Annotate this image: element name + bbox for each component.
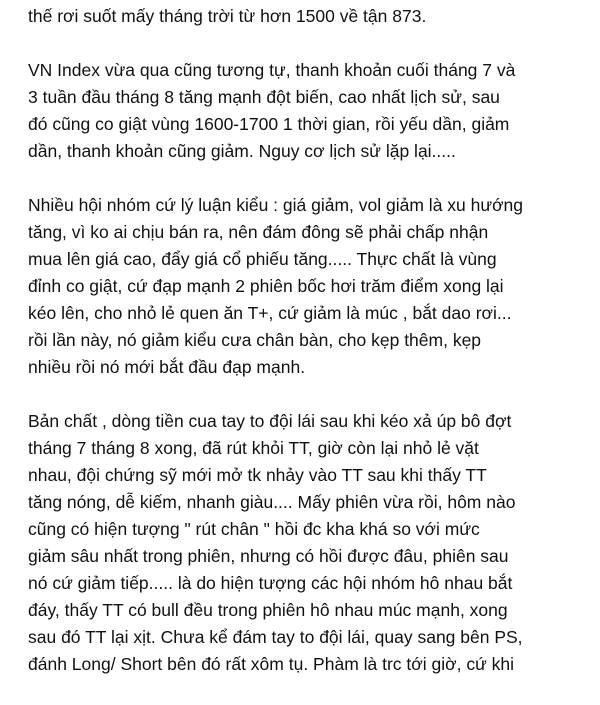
post-text-line: tăng nóng, dễ kiếm, nhanh giàu.... Mấy phiên vừa rồi, hôm nào [28,492,516,512]
post-text-line: nhau, đội chứng sỹ mới mở tk nhảy vào TT sau khi thấy TT [28,465,487,485]
post-paragraph [28,57,594,165]
post-text-line: tăng, vì ko ai chịu bán ra, nên đám đông sẽ phải chấp nhận [28,222,489,242]
post-text-line: mua lên giá cao, đẩy giá cổ phiếu tăng..... Thực chất là vùng [28,249,497,269]
post-text-line: dần, thanh khoản cũng giảm. Nguy cơ lịch sử lặp lại..... [28,141,456,161]
post-paragraph [28,192,594,381]
post-text-line: Nhiều hội nhóm cứ lý luận kiểu : giá giảm, vol giảm là xu hướng [28,195,524,215]
post-paragraph [28,408,594,678]
post-text-line: cũng có hiện tượng " rút chân " hồi đc kha khá so với mức [28,519,480,539]
post-text-line: thế rơi suốt mấy tháng trời từ hơn 1500 về tận 873. [28,6,427,26]
post-paragraph [28,0,594,30]
post-text-line: nhiều rồi nó mới bắt đầu đạp mạnh. [28,357,306,377]
post-text-line: giảm sâu nhất trong phiên, nhưng có hồi được đâu, phiên sau [28,546,509,566]
post-text-line: 3 tuần đầu tháng 8 tăng mạnh đột biến, cao nhất lịch sử, sau [28,87,500,107]
post-text-line: rồi lần này, nó giảm kiểu cưa chân bàn, cho kẹp thêm, kẹp [28,330,482,350]
post-text-line: đáy, thấy TT có bull đều trong phiên hô nhau múc mạnh, xong [28,600,508,620]
post-text-line: nó cứ giảm tiếp..... là do hiện tượng các hội nhóm hô nhau bắt [28,573,513,593]
post-text-line: VN Index vừa qua cũng tương tự, thanh khoản cuối tháng 7 và [28,60,516,80]
post-text-line: tháng 7 tháng 8 xong, đã rút khỏi TT, giờ còn lại nhỏ lẻ vặt [28,438,479,458]
post-text-line: đó cũng co giật vùng 1600-1700 1 thời gian, rồi yếu dần, giảm [28,114,510,134]
post-text-line: kéo lên, cho nhỏ lẻ quen ăn T+, cứ giảm là múc , bắt dao rơi... [28,303,512,323]
post-text-line: đỉnh co giật, cứ đạp mạnh 2 phiên bốc hơi trăm điểm xong lại [28,276,504,296]
post-body [28,0,594,705]
post-text-line: Bản chất , dòng tiền cua tay to đội lái sau khi kéo xả úp bô đợt [28,411,512,431]
post-text-line: sau đó TT lại xịt. Chưa kể đám tay to đội lái, quay sang bên PS, [28,627,523,647]
post-text-line: đánh Long/ Short bên đó rất xôm tụ. Phàm là trc tới giờ, cứ khi [28,654,515,674]
